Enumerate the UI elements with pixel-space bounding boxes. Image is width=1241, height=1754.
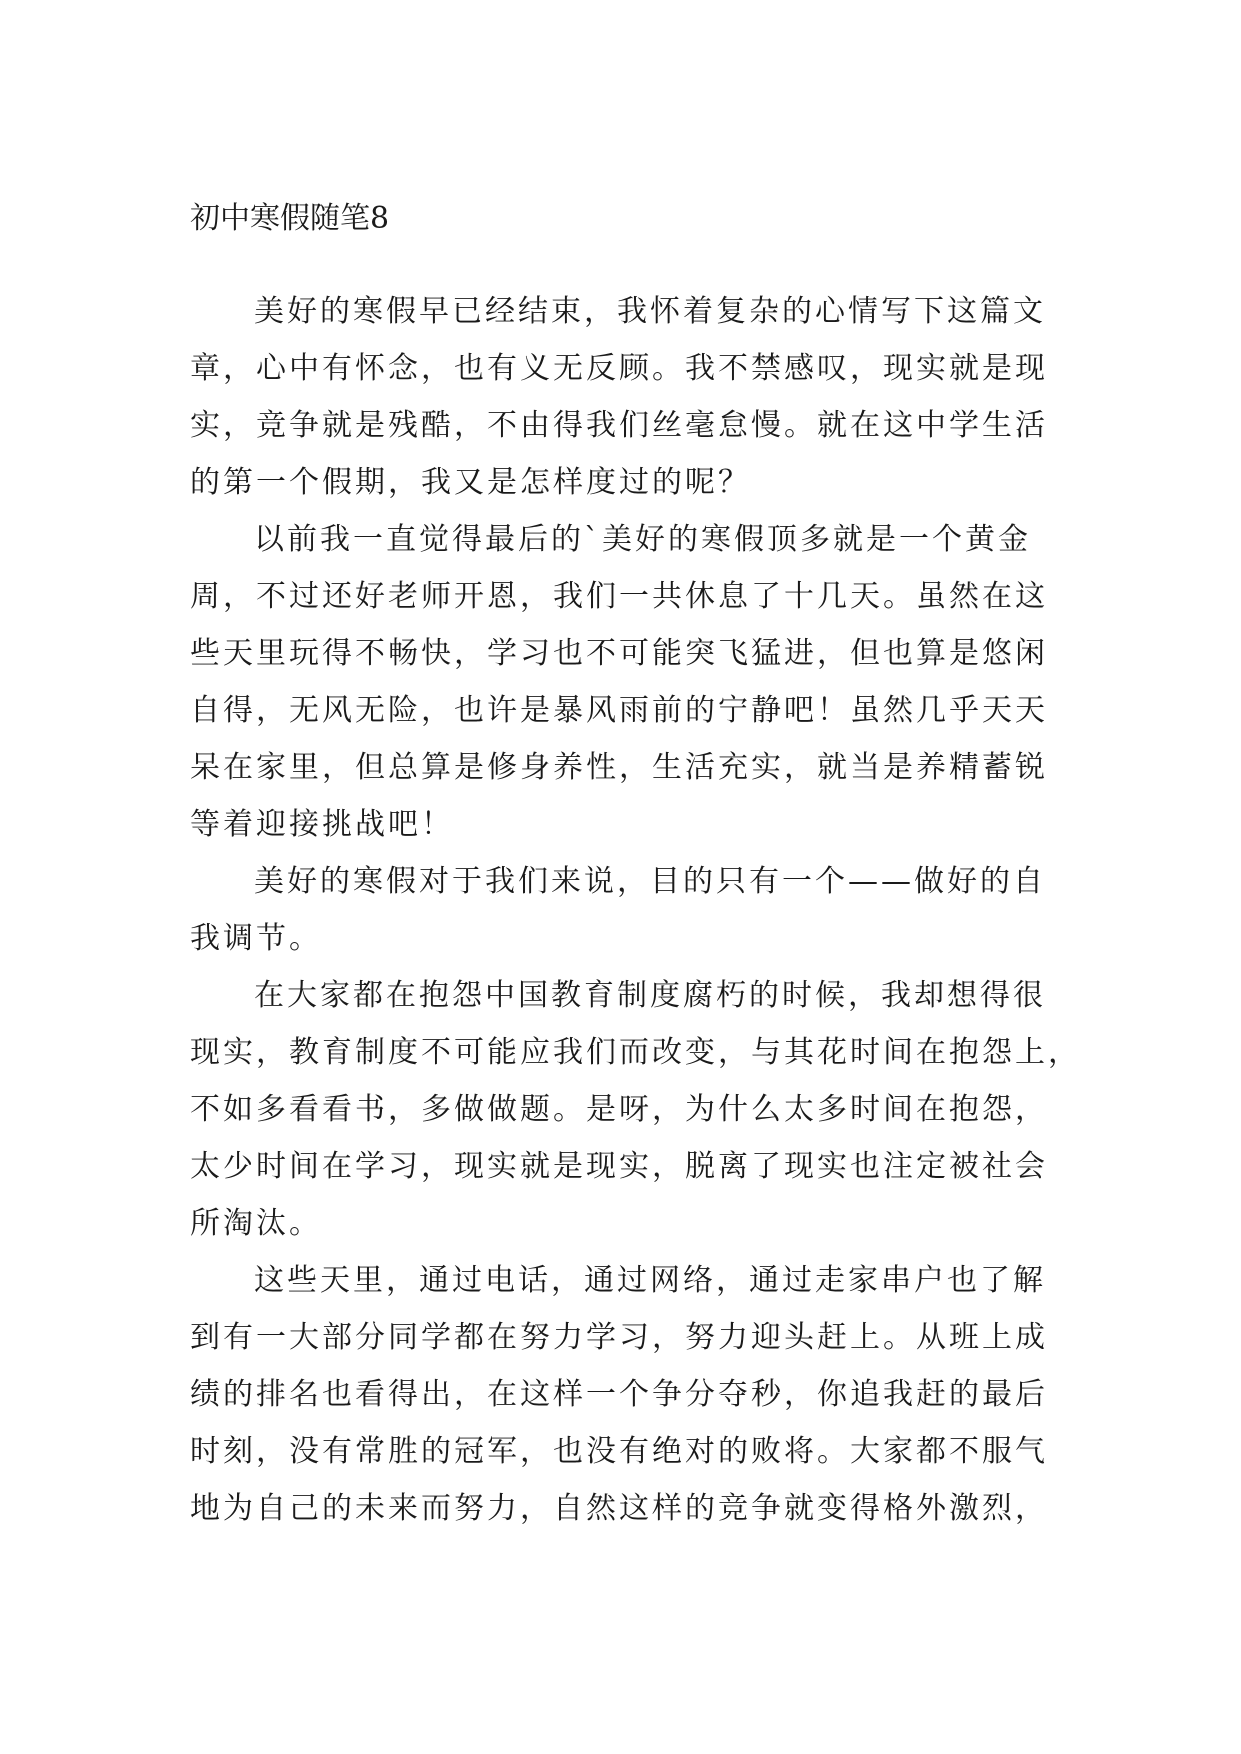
paragraph-5 [190,1252,1050,1537]
document-title: 初中寒假随笔8 [190,201,390,236]
text-line: 以前我一直觉得最后的`美好的寒假顶多就是一个黄金 [254,522,1031,557]
text-line: 美好的寒假早已经结束，我怀着复杂的心情写下这篇文 [254,294,1046,329]
text-line: 我调节。 [190,921,322,956]
text-line: 时刻，没有常胜的冠军，也没有绝对的败将。大家都不服气 [190,1434,1048,1469]
text-line: 到有一大部分同学都在努力学习，努力迎头赶上。从班上成 [190,1320,1048,1355]
text-line: 周，不过还好老师开恩，我们一共休息了十几天。虽然在这 [190,579,1048,614]
document-body [190,283,1081,1537]
text-line: 所淘汰。 [190,1206,322,1241]
text-line: 地为自己的未来而努力，自然这样的竞争就变得格外激烈， [190,1491,1048,1526]
text-line: 自得，无风无险，也许是暴风雨前的宁静吧！虽然几乎天天 [190,693,1048,728]
text-line: 不如多看看书，多做做题。是呀，为什么太多时间在抱怨， [190,1092,1048,1127]
paragraph-2 [190,511,1050,853]
text-line: 等着迎接挑战吧！ [190,807,454,842]
text-line: 绩的排名也看得出，在这样一个争分夺秒，你追我赶的最后 [190,1377,1048,1412]
text-line: 呆在家里，但总算是修身养性，生活充实，就当是养精蓄锐 [190,750,1048,785]
text-line: 的第一个假期，我又是怎样度过的呢？ [190,465,751,500]
text-line: 在大家都在抱怨中国教育制度腐朽的时候，我却想得很 [254,978,1046,1013]
text-line: 美好的寒假对于我们来说，目的只有一个——做好的自 [254,864,1046,899]
paragraph-1 [190,283,1050,511]
text-line: 章，心中有怀念，也有义无反顾。我不禁感叹，现实就是现 [190,351,1048,386]
paragraph-4 [190,967,1081,1252]
text-line: 太少时间在学习，现实就是现实，脱离了现实也注定被社会 [190,1149,1048,1184]
text-line: 这些天里，通过电话，通过网络，通过走家串户也了解 [254,1263,1046,1298]
text-line: 实，竞争就是残酷，不由得我们丝毫怠慢。就在这中学生活 [190,408,1048,443]
text-line: 些天里玩得不畅快，学习也不可能突飞猛进，但也算是悠闲 [190,636,1048,671]
paragraph-3 [190,853,1050,967]
text-line: 现实，教育制度不可能应我们而改变，与其花时间在抱怨上， [190,1035,1081,1070]
